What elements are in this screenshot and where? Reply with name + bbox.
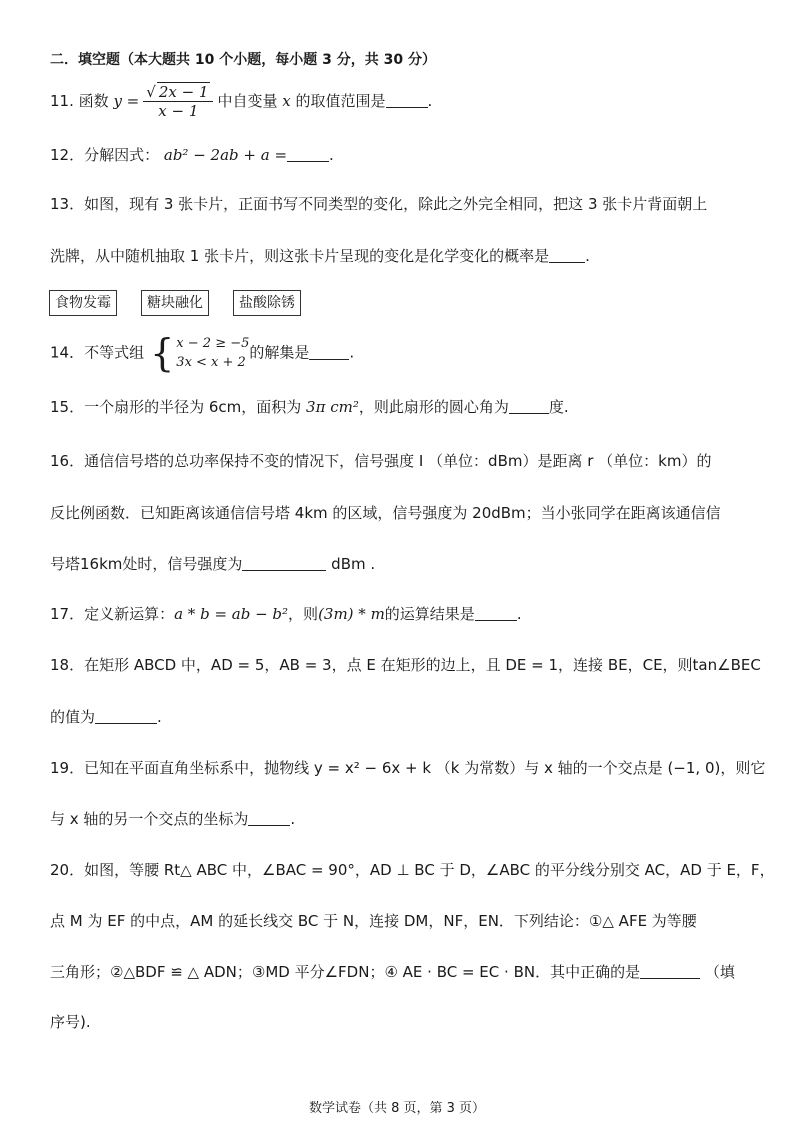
- card-2: 糖块融化: [141, 290, 209, 316]
- inequality-system: x − 2 ≥ −5 3x < x + 2: [176, 336, 250, 370]
- question-20: 20．如图，等腰 Rt△ ABC 中，∠BAC = 90°，AD ⊥ BC 于 D，∠ABC 的平分线分别交 AC，AD 于 E，F，: [50, 861, 775, 879]
- question-16-cont2: 号塔16km处时，信号强度为 dBm .: [50, 555, 376, 573]
- answer-blank[interactable]: [242, 556, 326, 571]
- answer-blank[interactable]: [509, 399, 549, 414]
- fraction: $\frac{√ 2x - 1}{x - 1}$: [143, 83, 213, 120]
- question-20-cont3: 序号).: [50, 1013, 91, 1031]
- question-18: 18．在矩形 ABCD 中，AD = 5，AB = 3，点 E 在矩形的边上，且 DE = 1，连接 BE，CE，则tan∠BEC: [50, 656, 761, 674]
- card-1: 食物发霉: [49, 290, 117, 316]
- question-15: 15．一个扇形的半径为 6cm，面积为 3π cm²，则此扇形的圆心角为 度.: [50, 398, 569, 416]
- question-13-cont: 洗牌，从中随机抽取 1 张卡片，则这张卡片呈现的变化是化学变化的概率是 .: [50, 247, 590, 265]
- question-16: 16．通信信号塔的总功率保持不变的情况下，信号强度 I （单位：dBm）是距离 r （单位：km）的: [50, 452, 712, 470]
- answer-blank[interactable]: [475, 606, 517, 621]
- question-19-cont: 与 x 轴的另一个交点的坐标为 .: [50, 810, 296, 828]
- answer-blank[interactable]: [640, 964, 700, 979]
- answer-blank[interactable]: [549, 248, 585, 263]
- answer-blank[interactable]: [287, 147, 329, 162]
- question-12: 12．分解因式： ab² − 2ab + a = .: [50, 146, 334, 164]
- question-11: 11. 函数 y = $\frac{√ 2x - 1}{x - 1}$ 中自变量 x 的取值范围是 .: [50, 83, 433, 120]
- question-17: 17．定义新运算：a * b = ab − b²，则(3m) * m的运算结果是 .: [50, 605, 522, 623]
- answer-blank[interactable]: [95, 709, 157, 724]
- answer-blank[interactable]: [309, 345, 349, 360]
- question-16-cont: 反比例函数．已知距离该通信信号塔 4km 的区域，信号强度为 20dBm；当小张同学在距离该通信信: [50, 504, 721, 522]
- section-heading: 二．填空题（本大题共 10 个小题，每小题 3 分，共 30 分）: [50, 52, 436, 68]
- page-footer: 数学试卷（共 8 页，第 3 页）: [308, 1101, 486, 1116]
- question-13: 13．如图，现有 3 张卡片，正面书写不同类型的变化，除此之外完全相同，把这 3 张卡片背面朝上: [50, 195, 708, 213]
- question-18-cont: 的值为 .: [50, 708, 162, 726]
- answer-blank[interactable]: [248, 811, 290, 826]
- brace-icon: {: [150, 331, 175, 375]
- answer-blank[interactable]: [386, 93, 428, 108]
- question-20-cont: 点 M 为 EF 的中点，AM 的延长线交 BC 于 N，连接 DM，NF，EN．下列结论：①△ AFE 为等腰: [50, 912, 697, 930]
- question-20-cont2: 三角形；②△BDF ≌ △ ADN；③MD 平分∠FDN；④ AE · BC = EC · BN．其中正确的是 （填: [50, 963, 735, 981]
- question-14: 14．不等式组 { x − 2 ≥ −5 3x < x + 2 的解集是 .: [50, 331, 355, 375]
- question-19: 19．已知在平面直角坐标系中，抛物线 y = x² − 6x + k （k 为常数）与 x 轴的一个交点是 (−1, 0)，则它: [50, 759, 766, 777]
- card-3: 盐酸除锈: [233, 290, 301, 316]
